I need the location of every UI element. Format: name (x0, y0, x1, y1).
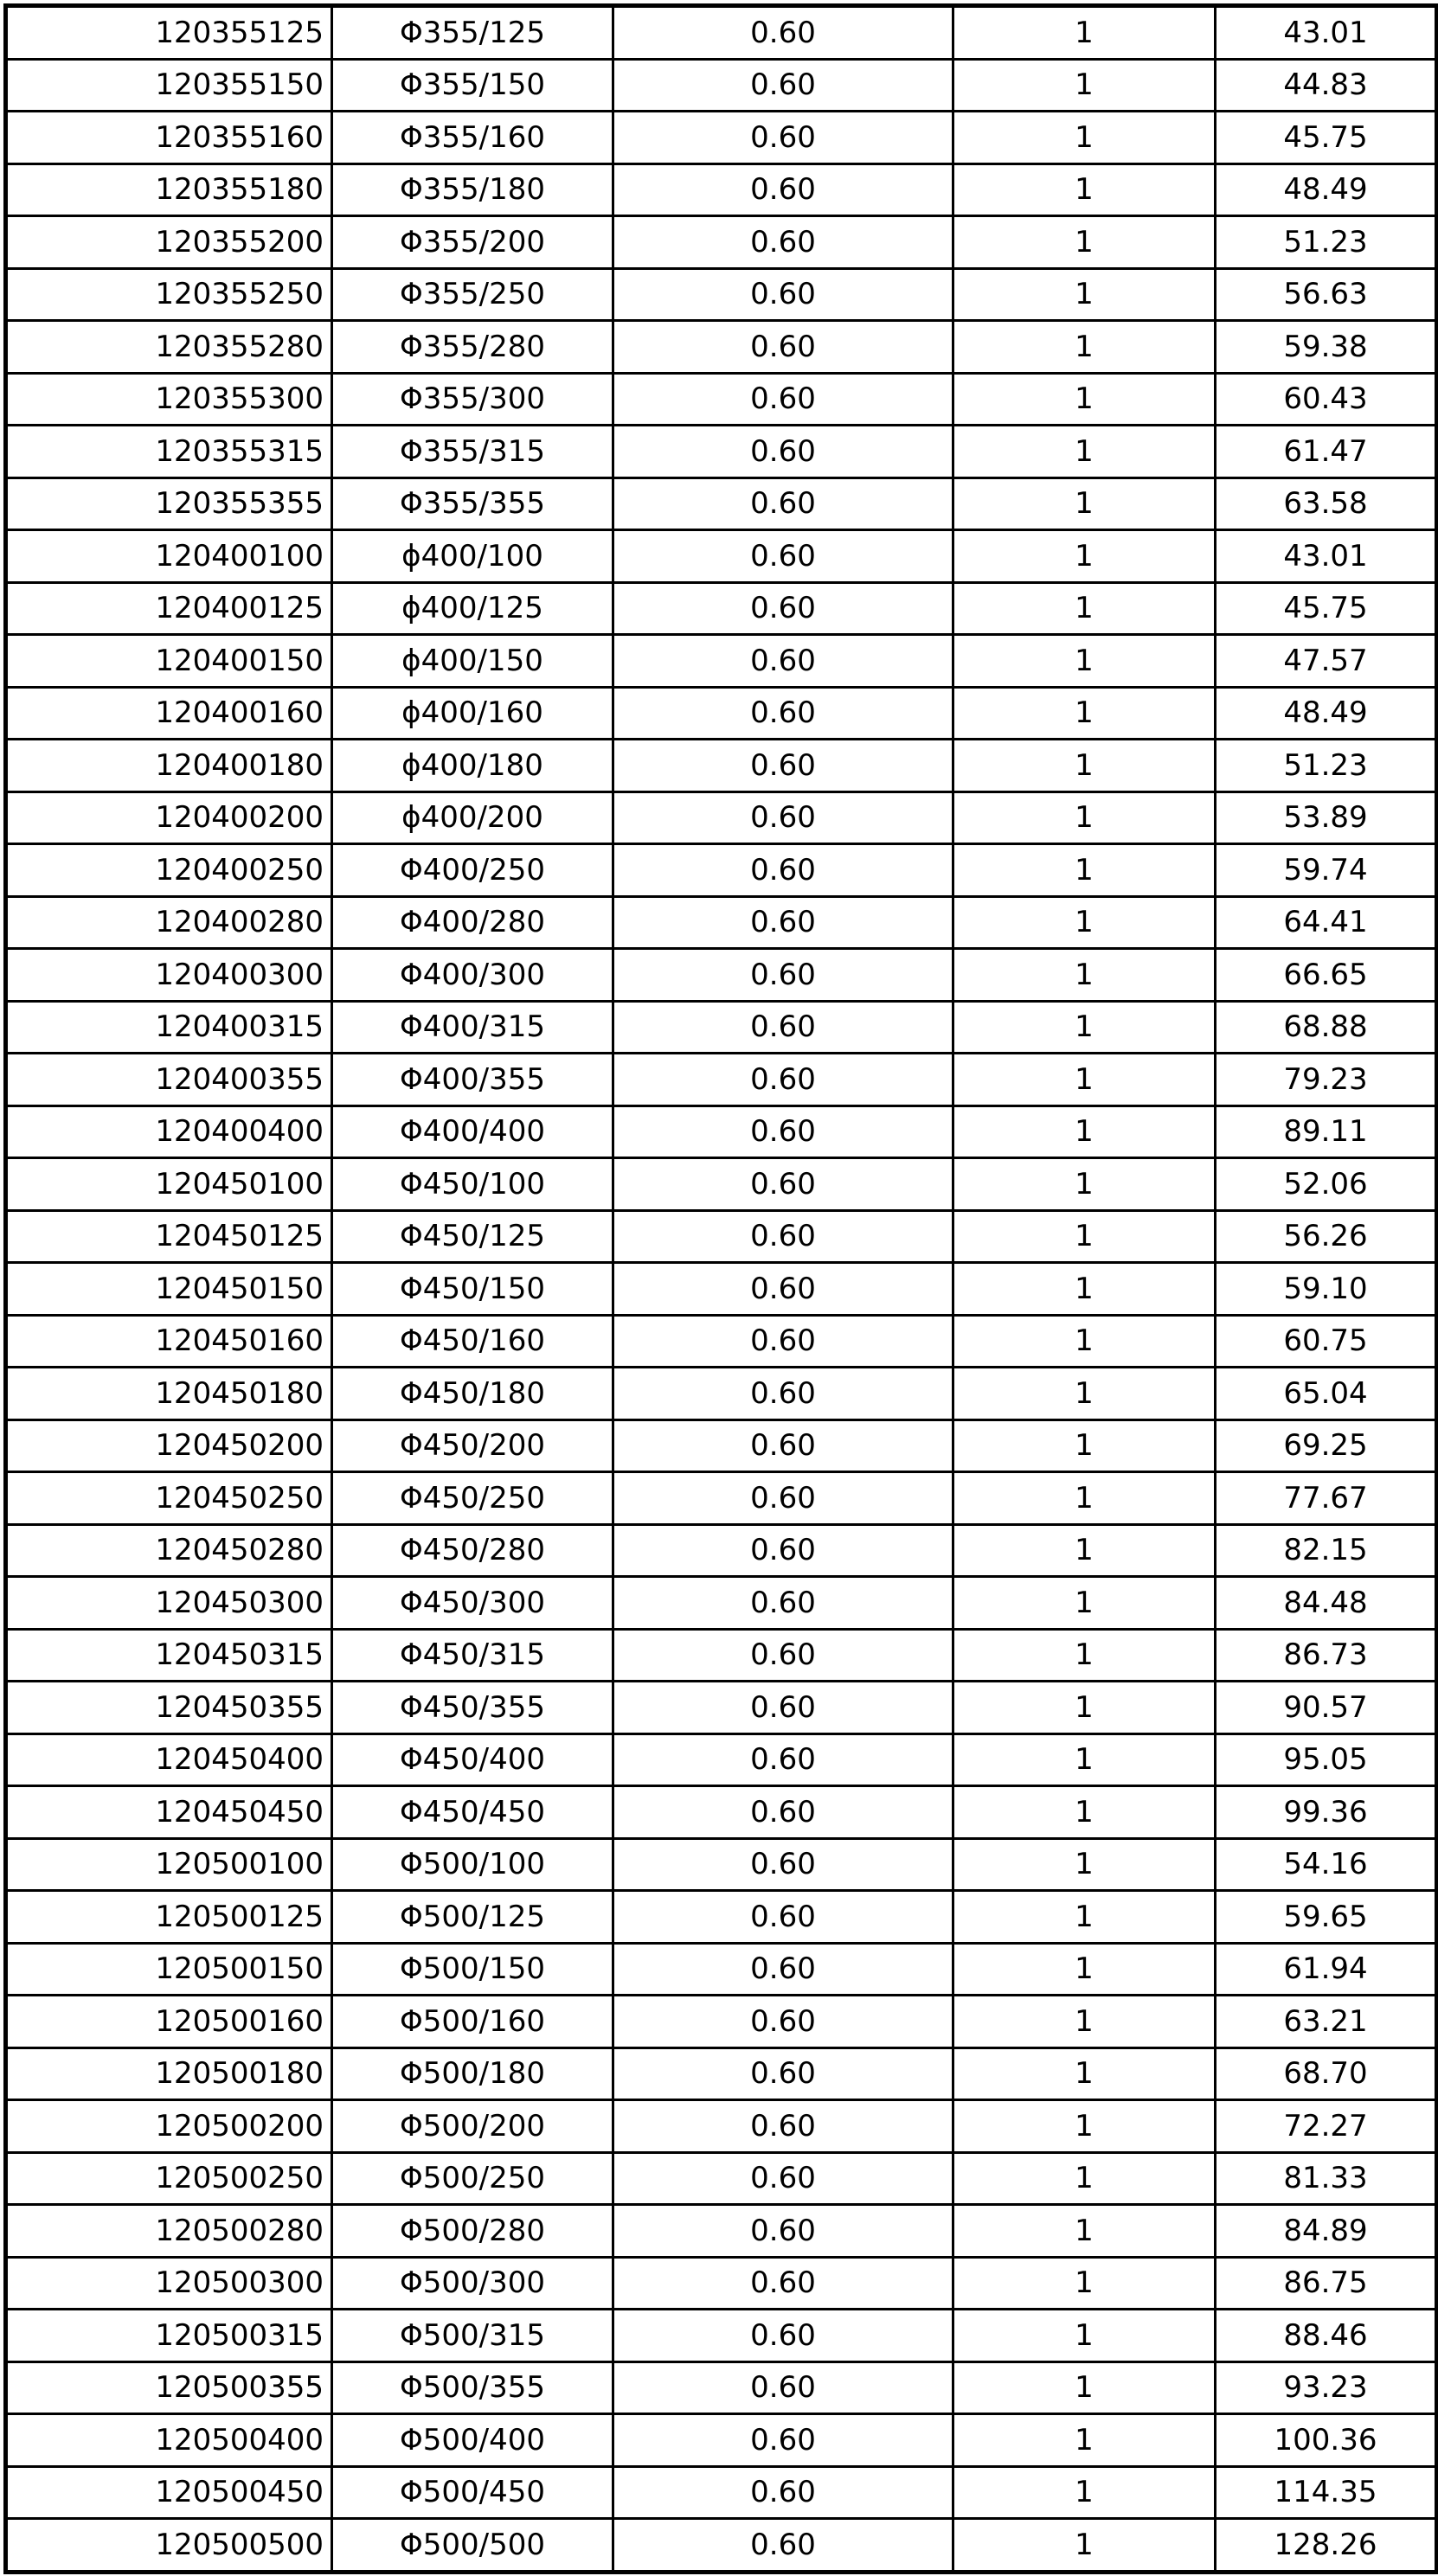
cell-qty: 1 (953, 687, 1216, 740)
cell-qty: 1 (953, 268, 1216, 321)
cell-price: 77.67 (1216, 1472, 1437, 1525)
cell-spec: Φ450/280 (332, 1524, 613, 1577)
cell-thickness: 0.60 (613, 268, 953, 321)
table-row (6, 1210, 1437, 1263)
cell-spec: Φ500/355 (332, 2361, 613, 2414)
cell-code: 120355150 (6, 59, 332, 112)
cell-spec: Φ450/250 (332, 1472, 613, 1525)
cell-qty: 1 (953, 530, 1216, 583)
table-row (6, 1629, 1437, 1682)
table-row (6, 59, 1437, 112)
cell-thickness: 0.60 (613, 1996, 953, 2048)
table-row (6, 2414, 1437, 2467)
cell-price: 66.65 (1216, 949, 1437, 1002)
cell-code: 120355200 (6, 216, 332, 269)
cell-spec: Φ500/280 (332, 2205, 613, 2258)
cell-code: 120500125 (6, 1891, 332, 1944)
cell-thickness: 0.60 (613, 1629, 953, 1682)
cell-thickness: 0.60 (613, 740, 953, 792)
cell-code: 120450450 (6, 1786, 332, 1839)
cell-qty: 1 (953, 791, 1216, 844)
cell-price: 59.74 (1216, 844, 1437, 897)
cell-qty: 1 (953, 2466, 1216, 2519)
cell-spec: Φ500/180 (332, 2047, 613, 2100)
cell-qty: 1 (953, 1996, 1216, 2048)
cell-qty: 1 (953, 844, 1216, 897)
table-row (6, 1838, 1437, 1891)
table-row (6, 1054, 1437, 1106)
cell-price: 56.26 (1216, 1210, 1437, 1263)
cell-price: 69.25 (1216, 1419, 1437, 1472)
cell-thickness: 0.60 (613, 1368, 953, 1420)
cell-thickness: 0.60 (613, 2414, 953, 2467)
cell-thickness: 0.60 (613, 112, 953, 164)
cell-code: 120400355 (6, 1054, 332, 1106)
cell-price: 93.23 (1216, 2361, 1437, 2414)
cell-qty: 1 (953, 1524, 1216, 1577)
cell-spec: Φ400/400 (332, 1105, 613, 1158)
cell-spec: Φ355/250 (332, 268, 613, 321)
table-row (6, 477, 1437, 530)
cell-code: 120500280 (6, 2205, 332, 2258)
table-row (6, 2361, 1437, 2414)
cell-code: 120450315 (6, 1629, 332, 1682)
cell-code: 120400250 (6, 844, 332, 897)
cell-spec: Φ450/315 (332, 1629, 613, 1682)
cell-thickness: 0.60 (613, 896, 953, 949)
cell-qty: 1 (953, 1158, 1216, 1211)
table-row (6, 426, 1437, 478)
cell-price: 45.75 (1216, 582, 1437, 635)
cell-price: 64.41 (1216, 896, 1437, 949)
cell-code: 120450355 (6, 1682, 332, 1734)
cell-thickness: 0.60 (613, 1786, 953, 1839)
cell-price: 60.75 (1216, 1315, 1437, 1368)
cell-thickness: 0.60 (613, 1577, 953, 1630)
cell-code: 120500200 (6, 2100, 332, 2153)
cell-spec: Φ355/280 (332, 321, 613, 374)
cell-price: 60.43 (1216, 373, 1437, 426)
cell-code: 120355280 (6, 321, 332, 374)
cell-spec: Φ355/125 (332, 6, 613, 60)
cell-code: 120500100 (6, 1838, 332, 1891)
cell-thickness: 0.60 (613, 426, 953, 478)
cell-thickness: 0.60 (613, 1054, 953, 1106)
cell-qty: 1 (953, 321, 1216, 374)
cell-thickness: 0.60 (613, 687, 953, 740)
cell-spec: Φ450/300 (332, 1577, 613, 1630)
cell-spec: Φ400/315 (332, 1001, 613, 1054)
cell-qty: 1 (953, 949, 1216, 1002)
cell-code: 120500400 (6, 2414, 332, 2467)
cell-thickness: 0.60 (613, 163, 953, 216)
cell-spec: ɸ400/180 (332, 740, 613, 792)
cell-qty: 1 (953, 163, 1216, 216)
cell-code: 120355160 (6, 112, 332, 164)
cell-qty: 1 (953, 1786, 1216, 1839)
table-row (6, 1524, 1437, 1577)
cell-spec: Φ500/300 (332, 2257, 613, 2310)
cell-spec: Φ450/200 (332, 1419, 613, 1472)
cell-code: 120500250 (6, 2152, 332, 2205)
table-row (6, 2152, 1437, 2205)
table-row (6, 2257, 1437, 2310)
cell-price: 48.49 (1216, 163, 1437, 216)
cell-qty: 1 (953, 216, 1216, 269)
cell-code: 120355300 (6, 373, 332, 426)
cell-code: 120450125 (6, 1210, 332, 1263)
cell-price: 86.73 (1216, 1629, 1437, 1682)
cell-thickness: 0.60 (613, 2361, 953, 2414)
cell-price: 79.23 (1216, 1054, 1437, 1106)
cell-code: 120500355 (6, 2361, 332, 2414)
cell-thickness: 0.60 (613, 1838, 953, 1891)
cell-price: 68.88 (1216, 1001, 1437, 1054)
table-row (6, 2047, 1437, 2100)
cell-thickness: 0.60 (613, 477, 953, 530)
cell-code: 120355355 (6, 477, 332, 530)
cell-spec: Φ500/200 (332, 2100, 613, 2153)
cell-qty: 1 (953, 1419, 1216, 1472)
cell-price: 43.01 (1216, 530, 1437, 583)
product-table (3, 3, 1438, 2574)
cell-spec: Φ450/160 (332, 1315, 613, 1368)
cell-price: 100.36 (1216, 2414, 1437, 2467)
cell-spec: Φ355/315 (332, 426, 613, 478)
cell-code: 120450100 (6, 1158, 332, 1211)
cell-spec: ɸ400/100 (332, 530, 613, 583)
cell-code: 120355315 (6, 426, 332, 478)
cell-spec: Φ355/160 (332, 112, 613, 164)
cell-code: 120500315 (6, 2310, 332, 2362)
cell-price: 63.58 (1216, 477, 1437, 530)
cell-qty: 1 (953, 1838, 1216, 1891)
cell-thickness: 0.60 (613, 1419, 953, 1472)
cell-qty: 1 (953, 1001, 1216, 1054)
table-row (6, 2100, 1437, 2153)
cell-thickness: 0.60 (613, 2100, 953, 2153)
cell-thickness: 0.60 (613, 216, 953, 269)
cell-qty: 1 (953, 1472, 1216, 1525)
cell-spec: Φ450/100 (332, 1158, 613, 1211)
table-row (6, 2310, 1437, 2362)
cell-qty: 1 (953, 2257, 1216, 2310)
cell-thickness: 0.60 (613, 321, 953, 374)
cell-qty: 1 (953, 740, 1216, 792)
cell-thickness: 0.60 (613, 582, 953, 635)
cell-price: 86.75 (1216, 2257, 1437, 2310)
table-row (6, 1943, 1437, 1996)
cell-code: 120400300 (6, 949, 332, 1002)
cell-qty: 1 (953, 477, 1216, 530)
cell-price: 61.94 (1216, 1943, 1437, 1996)
cell-code: 120500450 (6, 2466, 332, 2519)
cell-qty: 1 (953, 2519, 1216, 2573)
cell-code: 120400280 (6, 896, 332, 949)
cell-thickness: 0.60 (613, 1943, 953, 1996)
cell-price: 88.46 (1216, 2310, 1437, 2362)
cell-code: 120400200 (6, 791, 332, 844)
table-row (6, 1733, 1437, 1786)
cell-price: 95.05 (1216, 1733, 1437, 1786)
cell-spec: Φ500/160 (332, 1996, 613, 2048)
cell-qty: 1 (953, 2100, 1216, 2153)
cell-thickness: 0.60 (613, 2047, 953, 2100)
cell-qty: 1 (953, 582, 1216, 635)
cell-spec: Φ450/450 (332, 1786, 613, 1839)
cell-spec: Φ400/280 (332, 896, 613, 949)
cell-qty: 1 (953, 2414, 1216, 2467)
cell-qty: 1 (953, 2361, 1216, 2414)
cell-qty: 1 (953, 1210, 1216, 1263)
cell-code: 120500180 (6, 2047, 332, 2100)
cell-qty: 1 (953, 635, 1216, 688)
table-row (6, 2519, 1437, 2573)
cell-code: 120400400 (6, 1105, 332, 1158)
cell-qty: 1 (953, 1629, 1216, 1682)
cell-code: 120400100 (6, 530, 332, 583)
table-row (6, 635, 1437, 688)
table-row (6, 216, 1437, 269)
cell-code: 120450180 (6, 1368, 332, 1420)
cell-code: 120450400 (6, 1733, 332, 1786)
cell-thickness: 0.60 (613, 2519, 953, 2573)
cell-thickness: 0.60 (613, 1682, 953, 1734)
cell-qty: 1 (953, 2310, 1216, 2362)
table-row (6, 2205, 1437, 2258)
cell-code: 120500500 (6, 2519, 332, 2573)
cell-qty: 1 (953, 2205, 1216, 2258)
cell-thickness: 0.60 (613, 2466, 953, 2519)
cell-code: 120355180 (6, 163, 332, 216)
cell-price: 59.38 (1216, 321, 1437, 374)
cell-qty: 1 (953, 896, 1216, 949)
cell-price: 59.65 (1216, 1891, 1437, 1944)
cell-thickness: 0.60 (613, 1158, 953, 1211)
cell-price: 51.23 (1216, 216, 1437, 269)
cell-code: 120400315 (6, 1001, 332, 1054)
cell-qty: 1 (953, 1368, 1216, 1420)
cell-thickness: 0.60 (613, 530, 953, 583)
cell-thickness: 0.60 (613, 2152, 953, 2205)
cell-qty: 1 (953, 1577, 1216, 1630)
cell-thickness: 0.60 (613, 2205, 953, 2258)
cell-thickness: 0.60 (613, 949, 953, 1002)
cell-qty: 1 (953, 59, 1216, 112)
table-row (6, 321, 1437, 374)
cell-price: 53.89 (1216, 791, 1437, 844)
table-row (6, 373, 1437, 426)
table-row (6, 1891, 1437, 1944)
cell-code: 120450300 (6, 1577, 332, 1630)
cell-price: 65.04 (1216, 1368, 1437, 1420)
cell-spec: Φ450/125 (332, 1210, 613, 1263)
cell-price: 48.49 (1216, 687, 1437, 740)
cell-qty: 1 (953, 1682, 1216, 1734)
cell-code: 120500160 (6, 1996, 332, 2048)
cell-qty: 1 (953, 1263, 1216, 1316)
cell-thickness: 0.60 (613, 6, 953, 60)
cell-qty: 1 (953, 6, 1216, 60)
cell-spec: Φ500/400 (332, 2414, 613, 2467)
cell-code: 120450150 (6, 1263, 332, 1316)
cell-price: 51.23 (1216, 740, 1437, 792)
cell-code: 120500300 (6, 2257, 332, 2310)
cell-spec: Φ500/315 (332, 2310, 613, 2362)
cell-spec: Φ500/450 (332, 2466, 613, 2519)
cell-spec: Φ400/355 (332, 1054, 613, 1106)
cell-price: 47.57 (1216, 635, 1437, 688)
cell-price: 52.06 (1216, 1158, 1437, 1211)
cell-price: 63.21 (1216, 1996, 1437, 2048)
cell-price: 90.57 (1216, 1682, 1437, 1734)
cell-code: 120400160 (6, 687, 332, 740)
cell-price: 45.75 (1216, 112, 1437, 164)
cell-code: 120500150 (6, 1943, 332, 1996)
cell-thickness: 0.60 (613, 791, 953, 844)
table-row (6, 1996, 1437, 2048)
table-row (6, 1682, 1437, 1734)
cell-price: 82.15 (1216, 1524, 1437, 1577)
table-row (6, 687, 1437, 740)
cell-code: 120355125 (6, 6, 332, 60)
table-row (6, 1368, 1437, 1420)
cell-price: 61.47 (1216, 426, 1437, 478)
table-row (6, 163, 1437, 216)
cell-spec: Φ450/355 (332, 1682, 613, 1734)
cell-spec: Φ355/200 (332, 216, 613, 269)
table-row (6, 1158, 1437, 1211)
cell-qty: 1 (953, 112, 1216, 164)
cell-thickness: 0.60 (613, 2310, 953, 2362)
cell-qty: 1 (953, 1943, 1216, 1996)
cell-price: 89.11 (1216, 1105, 1437, 1158)
table-row (6, 1001, 1437, 1054)
cell-price: 114.35 (1216, 2466, 1437, 2519)
cell-qty: 1 (953, 373, 1216, 426)
cell-thickness: 0.60 (613, 1001, 953, 1054)
cell-thickness: 0.60 (613, 1891, 953, 1944)
cell-code: 120400125 (6, 582, 332, 635)
cell-spec: Φ500/250 (332, 2152, 613, 2205)
cell-price: 128.26 (1216, 2519, 1437, 2573)
cell-price: 84.48 (1216, 1577, 1437, 1630)
cell-spec: Φ355/300 (332, 373, 613, 426)
cell-thickness: 0.60 (613, 844, 953, 897)
table-row (6, 1577, 1437, 1630)
cell-spec: ɸ400/200 (332, 791, 613, 844)
cell-qty: 1 (953, 2047, 1216, 2100)
table-body (6, 6, 1437, 2573)
table-row (6, 268, 1437, 321)
cell-spec: ɸ400/160 (332, 687, 613, 740)
cell-spec: Φ450/400 (332, 1733, 613, 1786)
table-row (6, 1105, 1437, 1158)
cell-price: 44.83 (1216, 59, 1437, 112)
cell-spec: Φ355/355 (332, 477, 613, 530)
cell-spec: Φ500/125 (332, 1891, 613, 1944)
cell-code: 120450200 (6, 1419, 332, 1472)
cell-spec: ɸ400/125 (332, 582, 613, 635)
cell-spec: ɸ400/150 (332, 635, 613, 688)
cell-thickness: 0.60 (613, 1210, 953, 1263)
cell-qty: 1 (953, 1733, 1216, 1786)
table-row (6, 582, 1437, 635)
cell-spec: Φ355/180 (332, 163, 613, 216)
cell-code: 120400150 (6, 635, 332, 688)
cell-qty: 1 (953, 1054, 1216, 1106)
cell-price: 54.16 (1216, 1838, 1437, 1891)
table-row (6, 1315, 1437, 1368)
table-row (6, 1419, 1437, 1472)
cell-thickness: 0.60 (613, 635, 953, 688)
table-row (6, 6, 1437, 60)
table-row (6, 1263, 1437, 1316)
table-row (6, 530, 1437, 583)
table-row (6, 791, 1437, 844)
table-row (6, 949, 1437, 1002)
cell-spec: Φ400/300 (332, 949, 613, 1002)
table-row (6, 112, 1437, 164)
table-row (6, 740, 1437, 792)
cell-price: 68.70 (1216, 2047, 1437, 2100)
cell-thickness: 0.60 (613, 1472, 953, 1525)
cell-price: 43.01 (1216, 6, 1437, 60)
table-row (6, 1472, 1437, 1525)
cell-thickness: 0.60 (613, 1315, 953, 1368)
cell-spec: Φ450/150 (332, 1263, 613, 1316)
cell-code: 120400180 (6, 740, 332, 792)
cell-qty: 1 (953, 2152, 1216, 2205)
cell-code: 120450280 (6, 1524, 332, 1577)
cell-price: 72.27 (1216, 2100, 1437, 2153)
cell-code: 120450160 (6, 1315, 332, 1368)
cell-spec: Φ500/150 (332, 1943, 613, 1996)
table-row (6, 1786, 1437, 1839)
cell-thickness: 0.60 (613, 59, 953, 112)
cell-spec: Φ500/500 (332, 2519, 613, 2573)
cell-thickness: 0.60 (613, 1524, 953, 1577)
cell-spec: Φ355/150 (332, 59, 613, 112)
table-row (6, 2466, 1437, 2519)
cell-price: 81.33 (1216, 2152, 1437, 2205)
cell-thickness: 0.60 (613, 1733, 953, 1786)
cell-spec: Φ400/250 (332, 844, 613, 897)
cell-thickness: 0.60 (613, 1263, 953, 1316)
cell-qty: 1 (953, 1891, 1216, 1944)
cell-spec: Φ450/180 (332, 1368, 613, 1420)
cell-thickness: 0.60 (613, 373, 953, 426)
cell-qty: 1 (953, 1315, 1216, 1368)
cell-price: 84.89 (1216, 2205, 1437, 2258)
cell-qty: 1 (953, 426, 1216, 478)
cell-price: 59.10 (1216, 1263, 1437, 1316)
table-row (6, 844, 1437, 897)
cell-code: 120355250 (6, 268, 332, 321)
cell-spec: Φ500/100 (332, 1838, 613, 1891)
cell-price: 99.36 (1216, 1786, 1437, 1839)
table-row (6, 896, 1437, 949)
cell-thickness: 0.60 (613, 2257, 953, 2310)
cell-price: 56.63 (1216, 268, 1437, 321)
cell-qty: 1 (953, 1105, 1216, 1158)
cell-code: 120450250 (6, 1472, 332, 1525)
cell-thickness: 0.60 (613, 1105, 953, 1158)
